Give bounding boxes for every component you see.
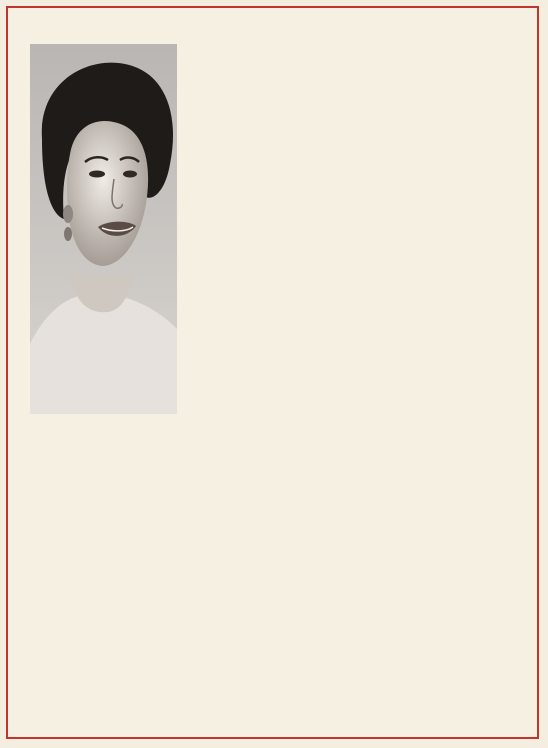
- portrait-photo: [30, 44, 177, 414]
